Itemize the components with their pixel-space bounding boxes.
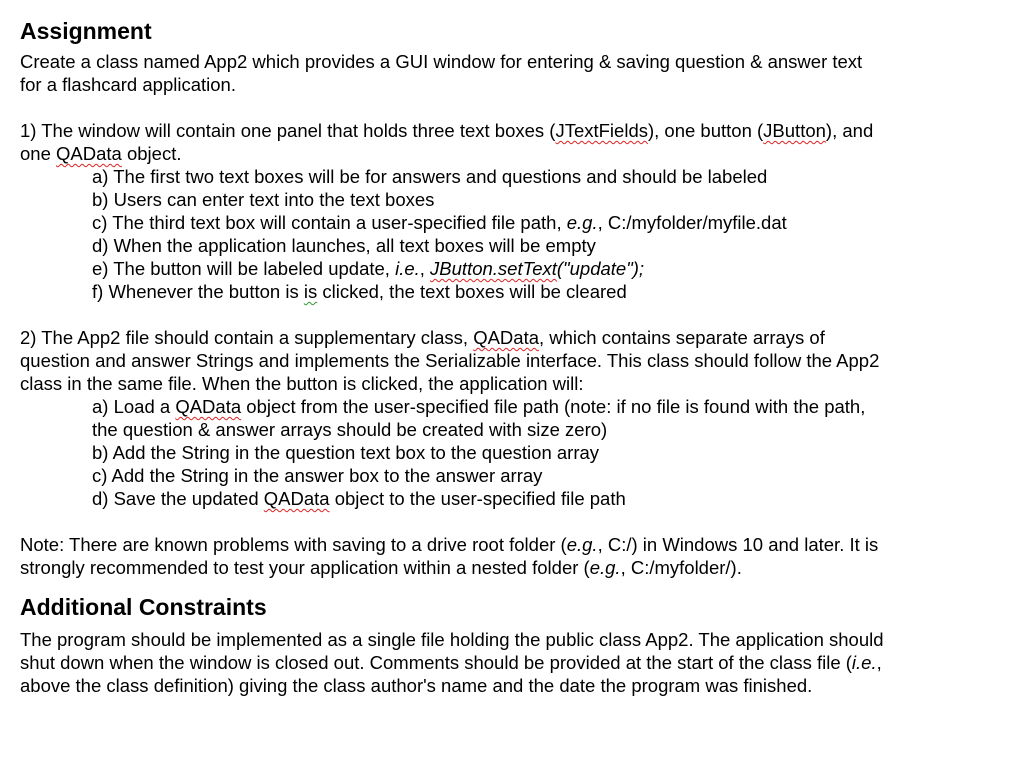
text-run: d) Save the updated xyxy=(92,488,264,509)
text-run: 1) The window will contain one panel that holds three text boxes ( xyxy=(20,120,556,141)
item2-sub-c: c) Add the String in the answer box to the answer array xyxy=(92,465,543,486)
italic-ie: i.e. xyxy=(851,652,877,673)
intro-line-1: Create a class named App2 which provides a GUI window for entering & saving question & answer text xyxy=(20,51,863,72)
item1-sub-f xyxy=(20,280,1010,303)
text-run: ), one button ( xyxy=(647,120,764,141)
italic-eg: e.g. xyxy=(589,557,621,578)
spellcheck-word: QAData xyxy=(56,143,122,164)
text-run: one xyxy=(20,143,57,164)
grammar-word: is xyxy=(303,281,318,302)
item1-line-2 xyxy=(20,142,1010,165)
text-run: c) The third text box will contain a user-specified file path, xyxy=(92,212,567,233)
constraints-paragraph xyxy=(20,628,1010,697)
document-body xyxy=(20,17,1010,697)
item-1 xyxy=(20,119,1010,303)
spellcheck-word: QAData xyxy=(175,396,242,417)
item2-sub-b: b) Add the String in the question text box to the question array xyxy=(92,442,600,463)
heading-assignment: Assignment xyxy=(20,18,152,44)
italic-ie: i.e. xyxy=(395,258,420,279)
note-line-2 xyxy=(20,556,1010,579)
text-run: clicked, the text boxes will be cleared xyxy=(317,281,627,302)
spacer xyxy=(20,96,1010,119)
text-run: , C:/myfolder/myfile.dat xyxy=(597,212,787,233)
text-run: shut down when the window is closed out. Comments should be provided at the start of the class file ( xyxy=(20,652,852,673)
item-2 xyxy=(20,326,1010,510)
note-line-1 xyxy=(20,533,1010,556)
text-run: object to the user-specified file path xyxy=(329,488,626,509)
item2-line-1 xyxy=(20,326,1010,349)
constraints-heading-wrap xyxy=(20,593,1010,621)
constraints-line-2 xyxy=(20,651,1010,674)
text-run: , xyxy=(419,258,431,279)
item2-sub-a-cont: the question & answer arrays should be created with size zero) xyxy=(92,419,608,440)
constraints-line-3: above the class definition) giving the class author's name and the date the program was finished. xyxy=(20,675,813,696)
item1-sub-d: d) When the application launches, all text boxes will be empty xyxy=(92,235,596,256)
spellcheck-word: QAData xyxy=(263,488,330,509)
text-run: , C:/myfolder/). xyxy=(620,557,742,578)
item1-line-1 xyxy=(20,119,1010,142)
item2-line-2: question and answer Strings and implements the Serializable interface. This class should follow the App2 xyxy=(20,350,880,371)
item1-sub-a: a) The first two text boxes will be for answers and questions and should be labeled xyxy=(92,166,768,187)
text-run: e) The button will be labeled update, xyxy=(92,258,396,279)
text-run: object from the user-specified file path (note: if no file is found with the path, xyxy=(241,396,866,417)
item1-sub-e xyxy=(20,257,1010,280)
item1-sub-c xyxy=(20,211,1010,234)
text-run: , xyxy=(876,652,882,673)
intro-paragraph xyxy=(20,50,1010,96)
spellcheck-word: QAData xyxy=(473,327,539,348)
item2-sub-d xyxy=(20,487,1010,510)
italic-eg: e.g. xyxy=(566,212,598,233)
text-run: 2) The App2 file should contain a supplementary class, xyxy=(20,327,474,348)
text-run: object. xyxy=(121,143,182,164)
constraints-line-1: The program should be implemented as a single file holding the public class App2. The application should xyxy=(20,629,884,650)
text-run: Note: There are known problems with saving to a drive root folder ( xyxy=(20,534,567,555)
note-paragraph xyxy=(20,533,1010,579)
text-run: a) Load a xyxy=(92,396,176,417)
item1-sub-b: b) Users can enter text into the text boxes xyxy=(92,189,435,210)
item2-sub-a xyxy=(20,395,1010,418)
italic-eg: e.g. xyxy=(566,534,598,555)
spellcheck-word: JTextFields xyxy=(555,120,648,141)
text-run: ), and xyxy=(825,120,874,141)
text-run: , which contains separate arrays of xyxy=(539,327,825,348)
spacer xyxy=(20,510,1010,533)
italic-code: ("update"); xyxy=(556,258,645,279)
spacer xyxy=(20,303,1010,326)
spellcheck-code: JButton.setText xyxy=(430,258,557,279)
intro-line-2: for a flashcard application. xyxy=(20,74,236,95)
spellcheck-word: JButton xyxy=(763,120,826,141)
text-run: f) Whenever the button is xyxy=(92,281,304,302)
heading-additional-constraints: Additional Constraints xyxy=(20,594,267,620)
item2-line-3: class in the same file. When the button is clicked, the application will: xyxy=(20,373,584,394)
text-run: strongly recommended to test your application within a nested folder ( xyxy=(20,557,590,578)
text-run: , C:/) in Windows 10 and later. It is xyxy=(597,534,879,555)
